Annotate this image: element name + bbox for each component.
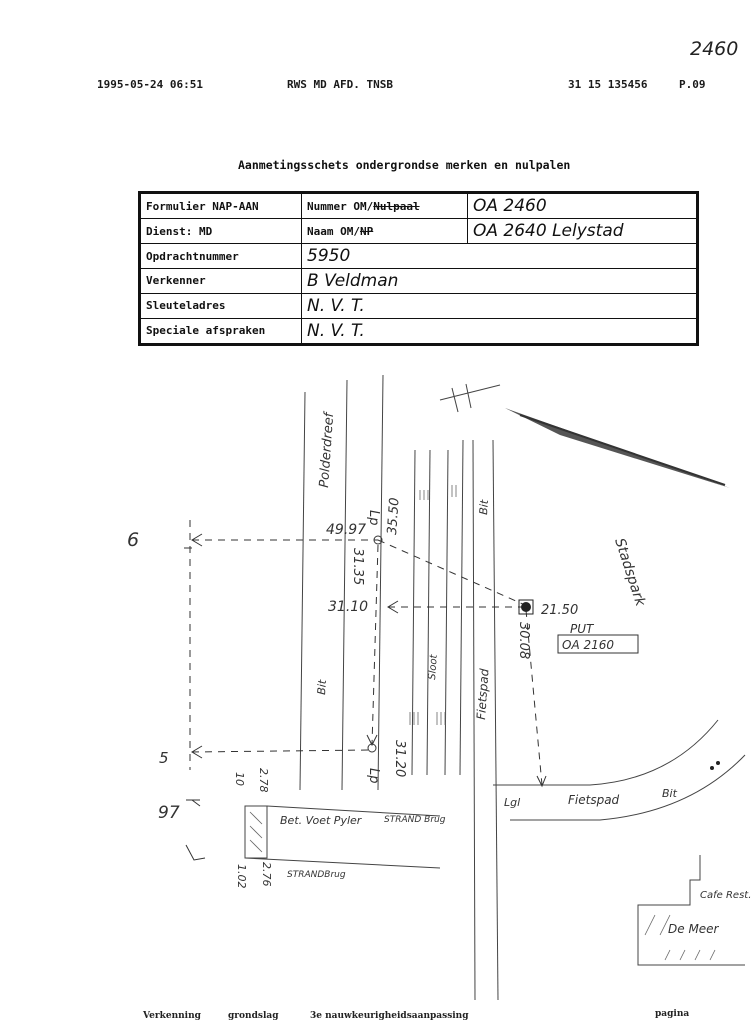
hatch-mark bbox=[437, 712, 445, 725]
building-outline bbox=[638, 855, 745, 965]
road-edge-line bbox=[342, 380, 347, 790]
side-number: 97 bbox=[158, 803, 180, 823]
ditch-line bbox=[427, 450, 430, 775]
bit-label: Bit bbox=[662, 787, 677, 800]
ditch-line bbox=[445, 450, 448, 775]
bridge-line bbox=[245, 858, 440, 868]
fax-page: P.09 bbox=[679, 78, 706, 91]
put-label: PUT bbox=[570, 622, 594, 636]
dot-mark bbox=[710, 766, 714, 770]
form-label: Verkenner bbox=[140, 268, 302, 293]
bikepath-edge bbox=[493, 440, 498, 1000]
cafe-label: Cafe Rest. bbox=[700, 890, 752, 901]
road-edge-line bbox=[378, 375, 383, 790]
footer-verkenning: Verkenning bbox=[143, 1011, 201, 1021]
hatch-mark bbox=[645, 915, 670, 935]
pillar-label: Bet. Voet Pyler bbox=[280, 814, 362, 827]
measurement-line bbox=[378, 540, 525, 605]
tick-mark bbox=[186, 800, 200, 806]
document-title: Aanmetingsschets ondergrondse merken en nulpalen bbox=[238, 158, 571, 172]
measurement-value: 10 bbox=[233, 772, 246, 786]
hatch-mark bbox=[250, 812, 262, 852]
form-label: Dienst: MD bbox=[140, 219, 302, 244]
put-code: OA 2160 bbox=[562, 638, 615, 652]
form-value: N. V. T. bbox=[302, 293, 698, 318]
bikepath-label: Fietspad bbox=[568, 793, 620, 807]
road-edge-line bbox=[300, 392, 305, 790]
lamppost-label: Lp bbox=[366, 510, 381, 526]
pencil-stroke bbox=[520, 415, 725, 485]
park-label: Stadspark bbox=[611, 536, 649, 609]
bikepath-edge bbox=[510, 755, 745, 820]
footer-grondslag: grondslag bbox=[228, 1011, 279, 1021]
measurement-value: 1.02 bbox=[235, 864, 248, 889]
label-struck: Nulpaal bbox=[373, 199, 420, 213]
dot-mark bbox=[716, 761, 720, 765]
page-number-handwritten: 2460 bbox=[690, 38, 739, 60]
label-struck: NP bbox=[359, 224, 374, 238]
fax-phone: 31 15 135456 bbox=[568, 78, 648, 91]
form-label: Formulier NAP-AAN bbox=[140, 193, 302, 219]
building-label: De Meer bbox=[668, 922, 719, 936]
measurement-value: 31.20 bbox=[392, 740, 407, 778]
form-value: OA 2460 bbox=[468, 193, 698, 219]
label-text: Nummer OM/ bbox=[307, 199, 374, 213]
bit-label: Bit bbox=[477, 499, 492, 516]
form-label: Speciale afspraken bbox=[140, 318, 302, 344]
measurement-line bbox=[192, 750, 370, 752]
bit-label: Bit bbox=[315, 679, 330, 696]
measurement-value: 21.50 bbox=[541, 603, 579, 618]
ditch-line bbox=[412, 450, 415, 775]
bikepath-edge bbox=[493, 720, 718, 785]
bridge-label: STRANDBrug bbox=[287, 870, 346, 880]
fax-datetime: 1995-05-24 06:51 bbox=[97, 78, 203, 91]
form-value: B Veldman bbox=[302, 268, 698, 293]
hatch-mark bbox=[665, 950, 715, 960]
bridge-label: STRAND Brug bbox=[384, 815, 446, 825]
measurement-value: 2.78 bbox=[257, 768, 270, 793]
street-label: Polderdreef bbox=[317, 412, 338, 489]
fax-sender: RWS MD AFD. TNSB bbox=[287, 78, 393, 91]
crossing-mark bbox=[440, 385, 500, 400]
form-value: N. V. T. bbox=[302, 318, 698, 344]
hatch-mark bbox=[410, 712, 418, 725]
measurement-value: 31.10 bbox=[328, 599, 369, 615]
crossing-mark bbox=[452, 388, 458, 412]
form-label: Sleuteladres bbox=[140, 293, 302, 318]
measurement-value: 35.50 bbox=[385, 497, 403, 536]
side-number: 6 bbox=[127, 529, 140, 551]
crossing-mark bbox=[466, 384, 471, 408]
hatch-mark bbox=[452, 485, 456, 497]
hatch-mark bbox=[420, 490, 428, 500]
tick-mark bbox=[186, 845, 205, 860]
footer-pagina: pagina bbox=[655, 1009, 690, 1019]
measurement-value: 49.97 bbox=[326, 522, 367, 538]
form-label: Opdrachtnummer bbox=[140, 244, 302, 269]
edge-label: Lgl bbox=[504, 796, 521, 809]
form-value: OA 2640 Lelystad bbox=[468, 219, 698, 244]
ditch-line bbox=[460, 440, 463, 775]
form-value: 5950 bbox=[302, 244, 698, 269]
measurement-line bbox=[372, 545, 378, 745]
ditch-label: Sloot bbox=[427, 654, 440, 681]
footer-accuracy: 3e nauwkeurigheidsaanpassing bbox=[310, 1011, 469, 1021]
lamppost-label: Lp bbox=[366, 768, 381, 784]
bikepath-label: Fietspad bbox=[474, 668, 492, 721]
put-marker bbox=[521, 602, 531, 612]
label-text: Naam OM/ bbox=[307, 224, 360, 238]
measurement-value: 2.76 bbox=[260, 862, 273, 887]
side-number: 5 bbox=[159, 749, 169, 767]
measurement-value: 31.35 bbox=[350, 548, 365, 586]
measurement-value: 30.08 bbox=[516, 622, 531, 660]
